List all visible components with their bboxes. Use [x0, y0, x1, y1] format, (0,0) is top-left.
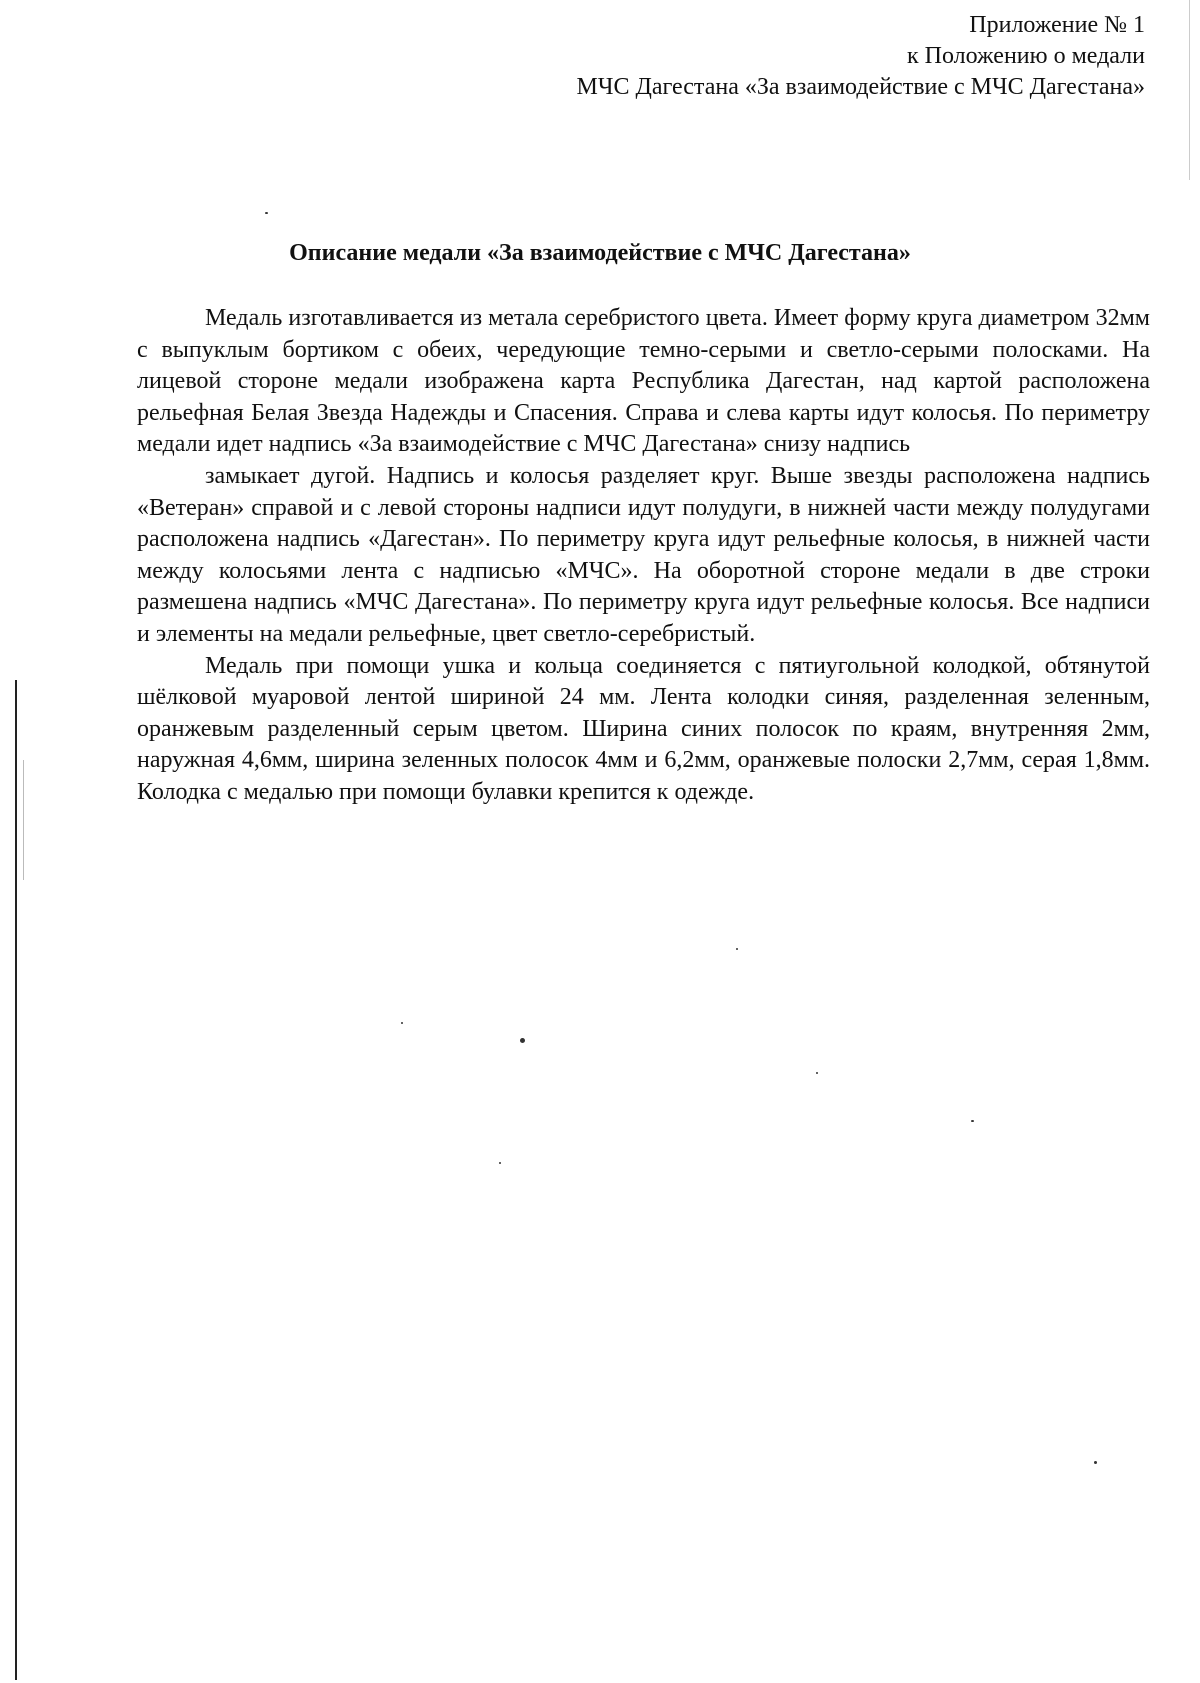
scan-edge-faint-line — [23, 760, 24, 880]
document-body — [137, 303, 1150, 809]
scan-speck — [265, 212, 268, 214]
paragraph-ribbon: Медаль при помощи ушка и кольца соединяется с пятиугольной колодкой, обтянутой шёлковой муаровой лентой шириной 24 мм. Лента колодки синяя, разделенная зеленным, оранжевым разделенный серым цветом. Ширина синих полосок по краям, внутренняя 2мм, наружная 4,6мм, ширина зеленных полосок 4мм и 6,2мм, оранжевые полоски 2,7мм, серая 1,8мм. Колодка с медалью при помощи булавки крепится к одежде. — [137, 652, 1150, 805]
scan-speck — [816, 1072, 818, 1074]
paragraph-inscriptions: замыкает дугой. Надпись и колосья разделяет круг. Выше звезды расположена надпись «Ветеран» справой и с левой стороны надписи идут полудуги, в нижней части между полудугами расположена надпись «Дагестан». По периметру круга идут рельефные колосья, в нижней части между колосьями лента с надписью «МЧС». На оборотной стороне медали в две строки размешена надпись «МЧС Дагестана». По периметру круга идут рельефные колосья. Все надписи и элементы на медали рельефные, цвет светло-серебристый. — [137, 462, 1150, 647]
appendix-medal-name: МЧС Дагестана «За взаимодействие с МЧС Дагестана» — [576, 74, 1145, 100]
appendix-header — [577, 10, 1145, 103]
appendix-reference: к Положению о медали — [906, 43, 1145, 69]
scan-speck — [520, 1038, 525, 1043]
scan-speck — [401, 1022, 403, 1024]
scan-speck — [971, 1120, 974, 1122]
appendix-number: Приложение № 1 — [969, 12, 1145, 38]
document-title: Описание медали «За взаимодействие с МЧС Дагестана» — [289, 240, 911, 266]
scan-edge-right-line — [1189, 0, 1190, 180]
scan-edge-line — [15, 680, 17, 1680]
scan-speck — [1094, 1461, 1097, 1464]
scan-speck — [736, 948, 738, 950]
paragraph-medal-description: Медаль изготавливается из метала серебристого цвета. Имеет форму круга диаметром 32мм с выпуклым бортиком с обеих, чередующие темно-серыми и светло-серыми полосками. На лицевой стороне медали изображена карта Республика Дагестан, над картой расположена рельефная Белая Звезда Надежды и Спасения. Справа и слева карты идут колосья. По периметру медали идет надпись «За взаимодействие с МЧС Дагестана» снизу надпись — [137, 305, 1150, 458]
scan-speck — [499, 1162, 501, 1164]
